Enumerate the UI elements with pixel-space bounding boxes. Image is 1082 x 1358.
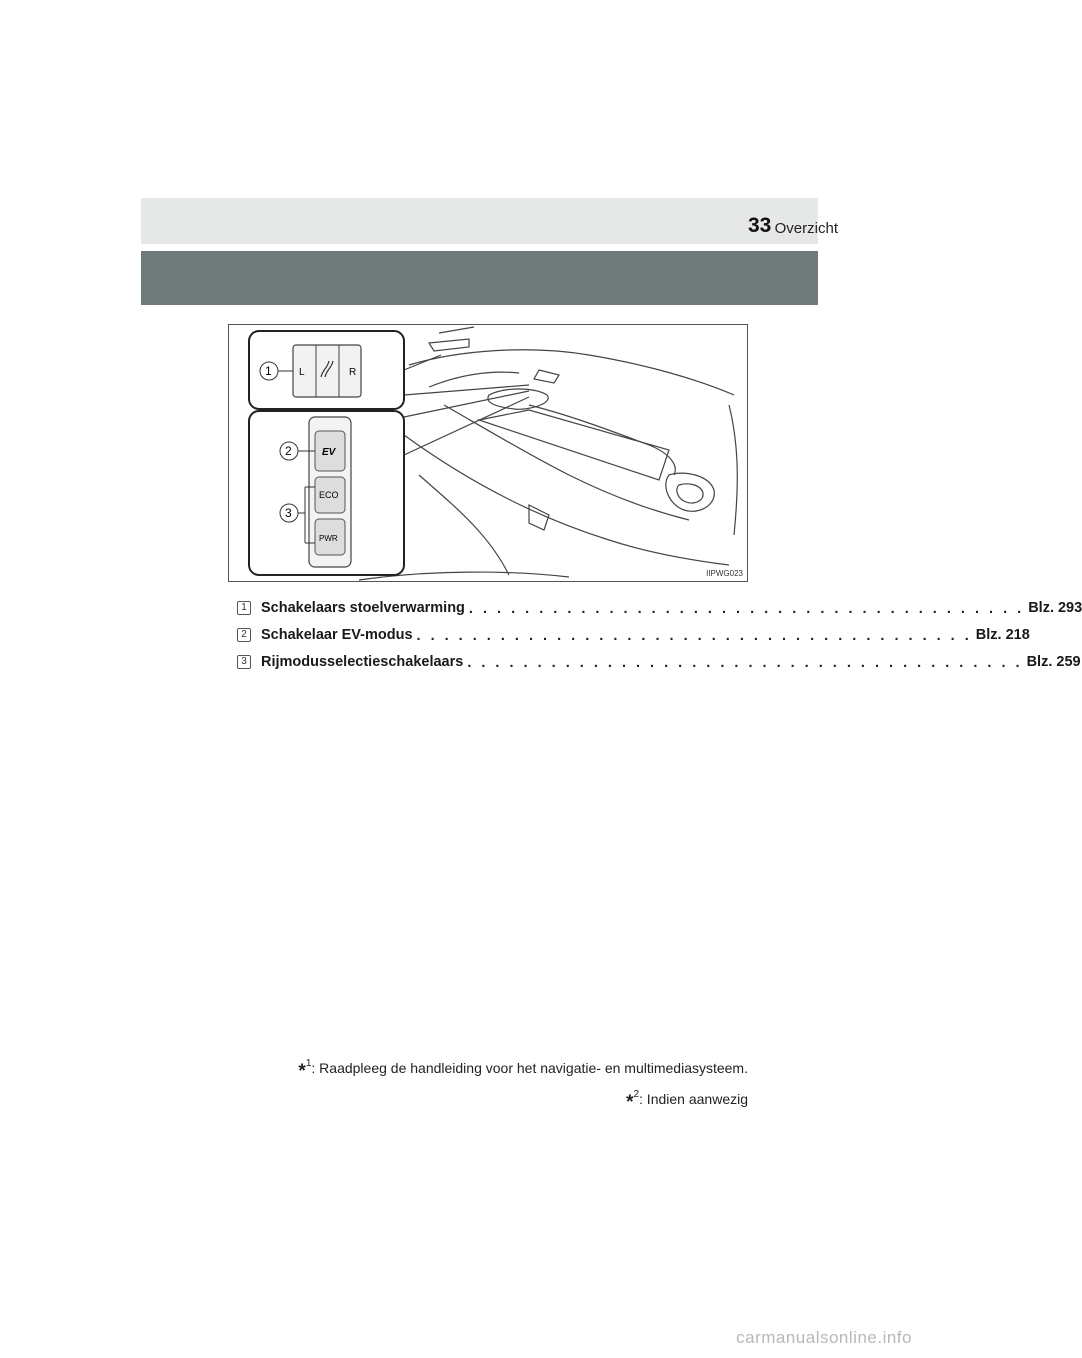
- footnote-2: [298, 1089, 748, 1114]
- center-console-illustration: [228, 324, 748, 582]
- console-drawing: [229, 325, 749, 583]
- switch-label-left: L: [299, 367, 305, 378]
- item-number: 3: [237, 655, 251, 669]
- switch-label-pwr: PWR: [319, 534, 338, 543]
- list-item: [237, 621, 1030, 648]
- item-label: Rijmodusselectieschakelaars: [261, 653, 464, 670]
- dot-leader: . . . . . . . . . . . . . . . . . . . . . . . . . . . . . . . . . . . . . . . .: [467, 654, 1023, 671]
- switch-label-right: R: [349, 367, 357, 378]
- footnote-index: 2: [633, 1089, 640, 1100]
- watermark: carmanualsonline.info: [736, 1328, 912, 1347]
- page-number: 33: [748, 214, 772, 237]
- footnote-index: 1: [305, 1058, 312, 1069]
- page-reference[interactable]: Blz. 293: [1028, 599, 1082, 616]
- list-item: [237, 594, 1082, 621]
- page-reference[interactable]: Blz. 259: [1026, 653, 1081, 670]
- page-reference[interactable]: Blz. 218: [975, 626, 1030, 643]
- footnote-marker: *: [298, 1061, 306, 1082]
- header-band: [141, 198, 818, 244]
- callout-1: 1: [265, 364, 272, 378]
- item-label: Schakelaars stoelverwarming: [261, 599, 465, 616]
- item-number: 2: [237, 628, 251, 642]
- footnotes: [298, 1058, 748, 1120]
- footnote-1: [298, 1058, 748, 1083]
- item-list: [237, 594, 1082, 675]
- footnote-marker: *: [626, 1092, 634, 1113]
- title-bar: [141, 251, 818, 305]
- footnote-text: : Raadpleeg de handleiding voor het navigatie- en multimediasysteem.: [311, 1060, 748, 1076]
- callout-2: 2: [285, 444, 292, 458]
- item-number: 1: [237, 601, 251, 615]
- callout-3: 3: [285, 506, 292, 520]
- figure-code: IIPWG023: [706, 569, 743, 578]
- footnote-text: : Indien aanwezig: [639, 1091, 748, 1107]
- item-label: Schakelaar EV-modus: [261, 626, 413, 643]
- switch-label-ev: EV: [322, 447, 336, 458]
- list-item: [237, 648, 1081, 675]
- dot-leader: . . . . . . . . . . . . . . . . . . . . . . . . . . . . . . . . . . . . . . . .: [468, 600, 1025, 617]
- switch-label-eco: ECO: [319, 490, 339, 500]
- dot-leader: . . . . . . . . . . . . . . . . . . . . . . . . . . . . . . . . . . . . . . . .: [416, 627, 972, 644]
- section-title: Overzicht: [774, 220, 838, 237]
